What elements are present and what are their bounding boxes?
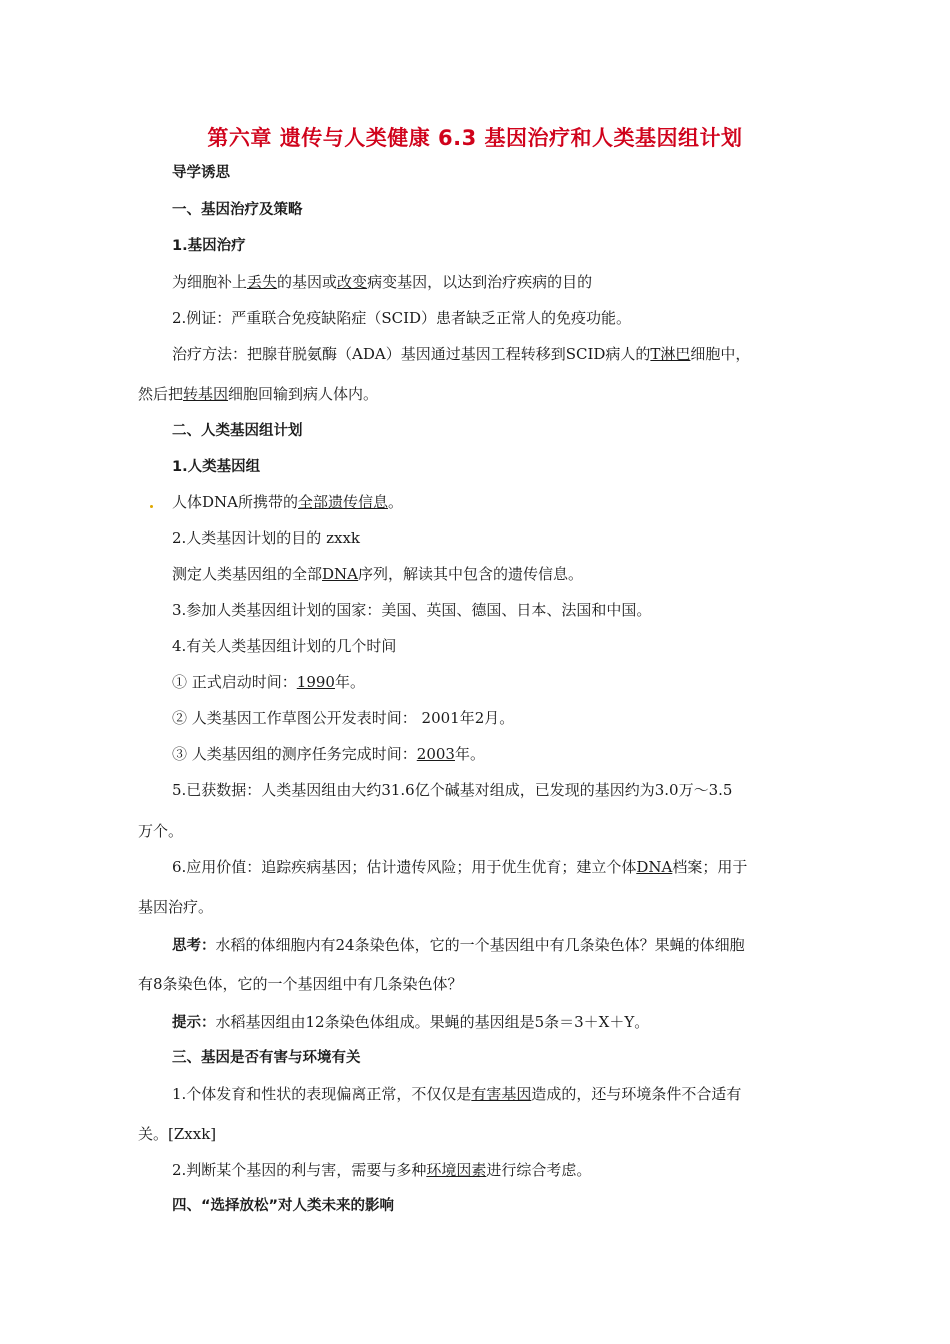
think-label: 思考： bbox=[172, 938, 216, 954]
blank-t-lymph: T淋巴 bbox=[650, 345, 691, 363]
blank-env-factors: 环境因素 bbox=[426, 1161, 487, 1179]
paragraph-method: 治疗方法：把腺苷脱氨酶（ADA）基因通过基因工程转移到SCID病人的T淋巴细胞中， bbox=[172, 345, 751, 363]
paragraph-hint: 提示：水稻基因组由12条染色体组成。果蝇的基因组是5条＝3＋X＋Y。 bbox=[172, 1013, 650, 1031]
heading-gene-therapy: 1.基因治疗 bbox=[172, 238, 246, 254]
heading-guide: 导学诱思 bbox=[172, 165, 230, 181]
paragraph-value-cont: 基因治疗。 bbox=[138, 898, 214, 916]
blank-change: 改变 bbox=[337, 273, 368, 291]
paragraph-purpose: 2.人类基因计划的目的 zxxk bbox=[172, 529, 360, 547]
heading-section-2: 二、人类基因组计划 bbox=[172, 423, 303, 439]
paragraph-data-cont: 万个。 bbox=[138, 822, 184, 840]
paragraph-value: 6.应用价值：追踪疾病基因；估计遗传风险；用于优生优育；建立个体DNA档案；用于 bbox=[172, 858, 748, 876]
heading-section-3: 三、基因是否有害与环境有关 bbox=[172, 1050, 361, 1066]
hint-label: 提示： bbox=[172, 1015, 216, 1031]
paragraph-method-cont: 然后把转基因细胞回输到病人体内。 bbox=[138, 385, 379, 403]
blank-dna: DNA bbox=[322, 565, 358, 583]
document-title: 第六章 遗传与人类健康 6.3 基因治疗和人类基因组计划 bbox=[207, 126, 743, 150]
paragraph-env-2: 2.判断某个基因的利与害，需要与多种环境因素进行综合考虑。 bbox=[172, 1161, 592, 1179]
blank-transgenic: 转基因 bbox=[183, 385, 229, 403]
paragraph-think-cont: 有8条染色体，它的一个基因组中有几条染色体？ bbox=[138, 975, 463, 993]
blank-1990: 1990 bbox=[296, 673, 335, 691]
paragraph-env-1-cont: 关。[Zxxk] bbox=[138, 1125, 217, 1143]
paragraph-gene-therapy-def: 为细胞补上丢失的基因或改变病变基因，以达到治疗疾病的目的 bbox=[172, 273, 593, 291]
paragraph-env-1: 1.个体发育和性状的表现偏离正常，不仅仅是有害基因造成的，还与环境条件不合适有 bbox=[172, 1085, 742, 1103]
timeline-start: ① 正式启动时间：1990年。 bbox=[172, 673, 365, 691]
blank-lost: 丢失 bbox=[247, 273, 278, 291]
bullet-dot bbox=[150, 505, 153, 508]
paragraph-think: 思考：水稻的体细胞内有24条染色体，它的一个基因组中有几条染色体？果蝇的体细胞 bbox=[172, 936, 745, 954]
heading-section-4: 四、“选择放松”对人类未来的影响 bbox=[172, 1198, 395, 1214]
timeline-draft: ② 人类基因工作草图公开发表时间： 2001年2月。 bbox=[172, 709, 515, 727]
paragraph-data: 5.已获数据：人类基因组由大约31.6亿个碱基对组成，已发现的基因约为3.0万～3.5 bbox=[172, 781, 733, 799]
heading-section-1: 一、基因治疗及策略 bbox=[172, 202, 303, 218]
blank-all-genetic-info: 全部遗传信息 bbox=[298, 493, 389, 511]
blank-harmful-gene: 有害基因 bbox=[471, 1085, 532, 1103]
blank-dna-file: DNA bbox=[636, 858, 673, 876]
paragraph-countries: 3.参加人类基因组计划的国家：美国、英国、德国、日本、法国和中国。 bbox=[172, 601, 652, 619]
paragraph-genome-def: 人体DNA所携带的全部遗传信息。 bbox=[172, 493, 404, 511]
timeline-complete: ③ 人类基因组的测序任务完成时间：2003年。 bbox=[172, 745, 485, 763]
paragraph-purpose-detail: 测定人类基因组的全部DNA序列，解读其中包含的遗传信息。 bbox=[172, 565, 584, 583]
blank-2003: 2003 bbox=[416, 745, 455, 763]
paragraph-timeline: 4.有关人类基因组计划的几个时间 bbox=[172, 637, 397, 655]
heading-human-genome: 1.人类基因组 bbox=[172, 459, 261, 475]
paragraph-example: 2.例证：严重联合免疫缺陷症（SCID）患者缺乏正常人的免疫功能。 bbox=[172, 309, 632, 327]
